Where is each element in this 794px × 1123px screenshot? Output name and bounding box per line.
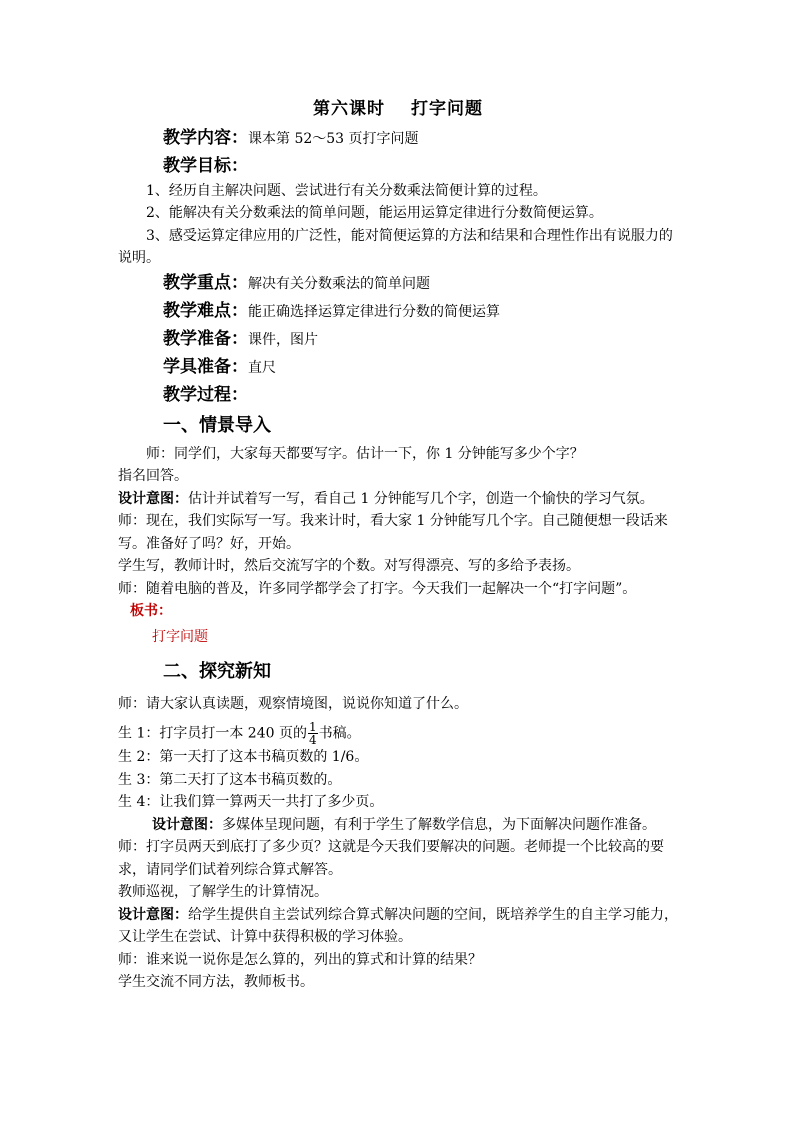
goal-item-3: 3、感受运算定律应用的广泛性，能对简便运算的方法和结果和合理性作出有说服力的说明。 xyxy=(118,227,673,266)
teaching-process-label: 教学过程： xyxy=(163,384,248,405)
s1-design-intent xyxy=(118,488,678,511)
student-tools-label: 学具准备： xyxy=(163,356,248,377)
s1-paragraph-3: 师：现在，我们实际写一写。我来计时，看大家 1 分钟能写几个字。自己随便想一段话来写。准备好了吗？好，开始。 xyxy=(118,513,668,552)
preparation-label: 教学准备： xyxy=(163,328,248,349)
difficulty-label: 教学难点： xyxy=(163,300,248,321)
goal-item-2: 2、能解决有关分数乘法的简单问题，能运用运算定律进行分数简便运算。 xyxy=(146,205,603,221)
s1-paragraph-5: 师：随着电脑的普及，许多同学都学会了打字。今天我们一起解决一个“打字问题”。 xyxy=(118,580,637,597)
teaching-content xyxy=(118,125,678,153)
section-2-heading: 二、探究新知 xyxy=(163,660,271,682)
teaching-content-label: 教学内容： xyxy=(163,127,248,148)
fraction-numerator: 1 xyxy=(308,720,317,734)
s1-paragraph-4: 学生写，教师计时，然后交流写字的个数。对写得漂亮、写的多给予表扬。 xyxy=(118,558,580,574)
difficulty-value: 能正确选择运算定律进行分数的简便运算 xyxy=(248,303,500,320)
fraction-denominator: 4 xyxy=(308,733,317,747)
student-tools-value: 直尺 xyxy=(248,359,276,376)
design-intent-text: 估计并试着写一写，看自己 1 分钟能写几个字，创造一个愉快的学习气氛。 xyxy=(188,490,654,507)
s2-paragraph-3: 教师巡视，了解学生的计算情况。 xyxy=(118,884,328,900)
design-intent-label: 设计意图： xyxy=(118,490,188,507)
s1-paragraph-2: 指名回答。 xyxy=(118,468,188,484)
student-1-text-after: 书稿。 xyxy=(318,725,361,742)
design-intent-label: 设计意图： xyxy=(152,816,222,833)
s2-design-intent-2 xyxy=(118,904,678,949)
key-point-label: 教学重点： xyxy=(163,272,248,293)
key-point xyxy=(118,270,678,298)
title-lesson: 第六课时 xyxy=(313,99,385,119)
board-text: 打字问题 xyxy=(152,628,208,645)
student-3-answer: 生 3：第二天打了这本书稿页数的。 xyxy=(118,771,342,788)
student-1-answer xyxy=(118,721,678,746)
teaching-content-value: 课本第 52～53 页打字问题 xyxy=(248,130,419,147)
preparation-value: 课件，图片 xyxy=(248,331,318,348)
design-intent-text: 给学生提供自主尝试列综合算式解决问题的空间，既培养学生的自主学习能力，又让学生在尝试、计算中获得积极的学习体验。 xyxy=(118,906,678,945)
section-1-heading: 一、情景导入 xyxy=(163,414,271,436)
title-topic: 打字问题 xyxy=(411,99,483,119)
s2-paragraph-4: 师：谁来说一说你是怎么算的，列出的算式和计算的结果？ xyxy=(118,951,482,968)
design-intent-label: 设计意图： xyxy=(118,906,188,923)
s2-design-intent-1 xyxy=(118,814,678,837)
s2-paragraph-1: 师：请大家认真读题，观察情境图，说说你知道了什么。 xyxy=(118,695,468,712)
design-intent-text: 多媒体呈现问题，有利于学生了解数学信息，为下面解决问题作准备。 xyxy=(222,816,656,833)
fraction xyxy=(308,721,318,746)
s1-paragraph-1: 师：同学们，大家每天都要写字。估计一下，你 1 分钟能写多少个字？ xyxy=(146,445,584,462)
s2-paragraph-2: 师：打字员两天到底打了多少页？这就是今天我们要解决的问题。老师提一个比较高的要求，请同学们试着列综合算式解答。 xyxy=(118,839,664,878)
s2-paragraph-5: 学生交流不同方法，教师板书。 xyxy=(118,974,314,990)
student-1-text-before: 生 1：打字员打一本 240 页的 xyxy=(118,725,307,742)
preparation xyxy=(118,326,678,354)
difficulty xyxy=(118,298,678,326)
student-tools xyxy=(118,354,678,382)
student-2-answer: 生 2：第一天打了这本书稿页数的 1/6。 xyxy=(118,749,369,765)
lesson-plan xyxy=(118,98,678,994)
goal-item-1: 1、经历自主解决问题、尝试进行有关分数乘法简便计算的过程。 xyxy=(146,182,547,199)
teaching-goals-label: 教学目标： xyxy=(163,155,248,176)
key-point-value: 解决有关分数乘法的简单问题 xyxy=(248,275,430,292)
board-label: 板书： xyxy=(130,603,172,619)
student-4-answer: 生 4：让我们算一算两天一共打了多少页。 xyxy=(118,794,384,810)
page-title xyxy=(118,98,678,121)
